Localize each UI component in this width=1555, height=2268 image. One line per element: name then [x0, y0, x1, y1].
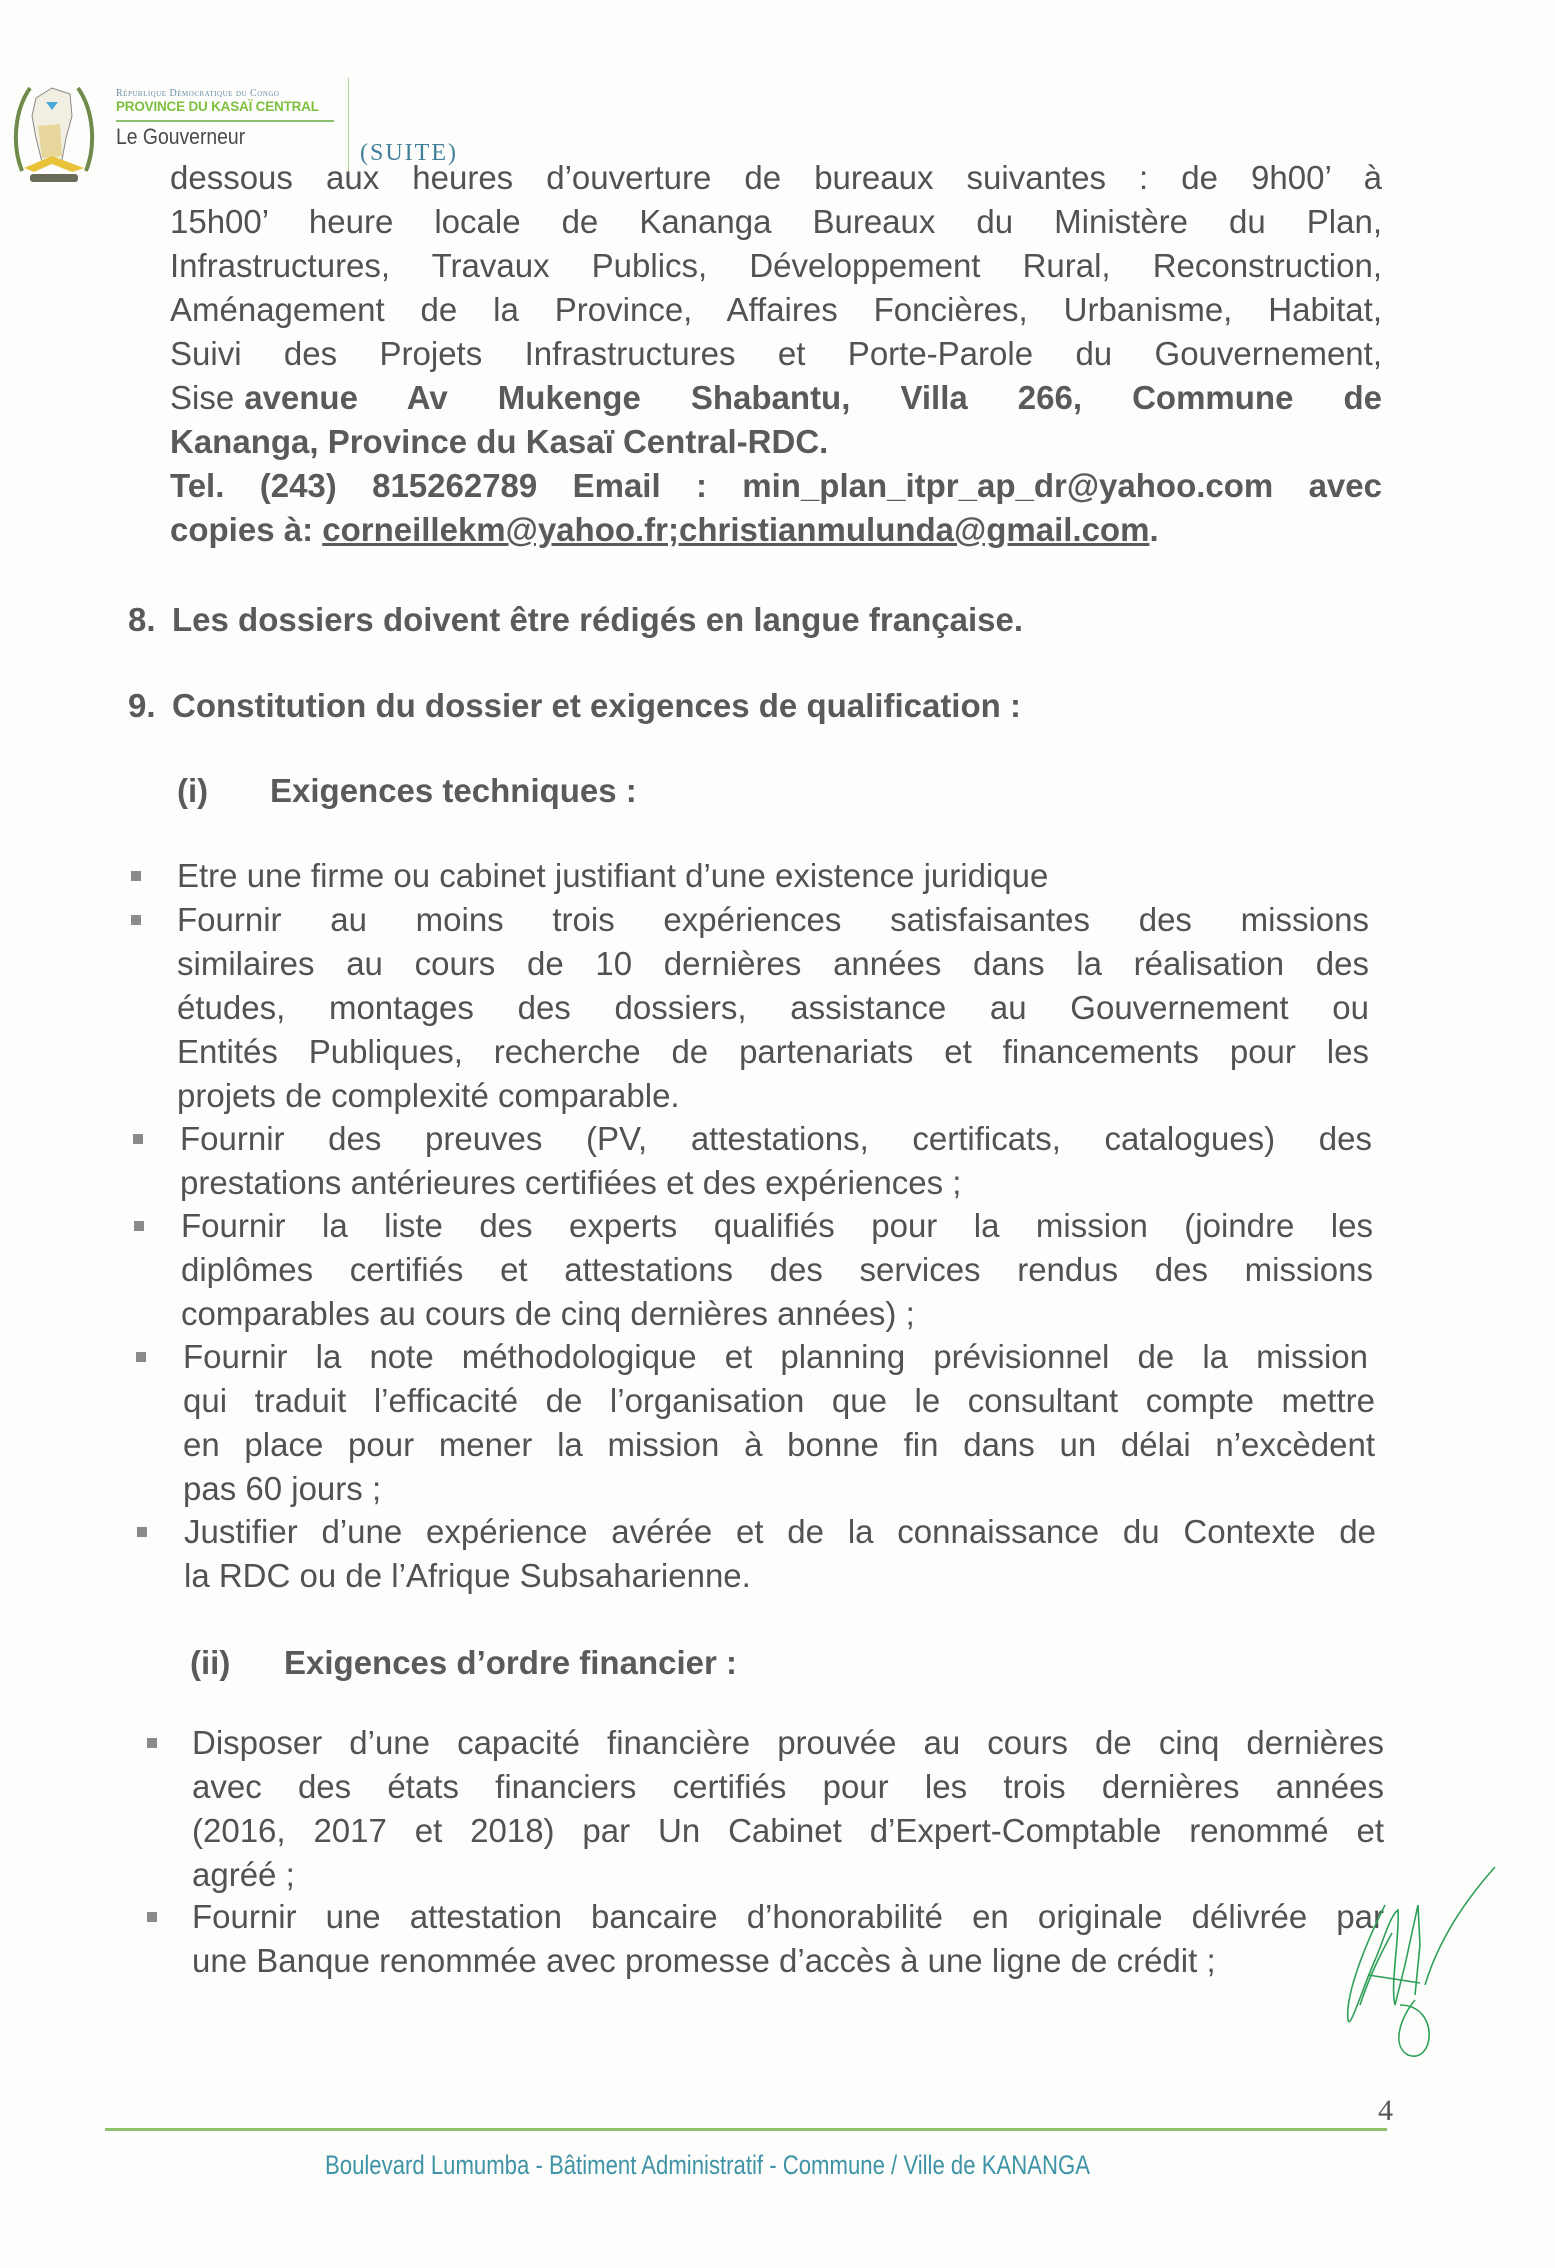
- copies-line: [170, 510, 1159, 550]
- bullet-text: pas 60 jours ;: [183, 1470, 382, 1507]
- section-number: 8.: [128, 601, 156, 638]
- signature-icon: [1320, 1855, 1500, 2070]
- bullet-text: Fournir la note méthodologique et planning prévisionnel de la mission: [183, 1338, 1368, 1375]
- bullet-text: en place pour mener la mission à bonne fin dans un délai n’excèdent: [183, 1426, 1375, 1463]
- address-prefix: Sise: [170, 379, 235, 416]
- bullet-text: Fournir une attestation bancaire d’honorabilité en originale délivrée par: [192, 1898, 1384, 1935]
- intro-line: 15h00’ heure locale de Kananga Bureaux du Ministère du Plan,: [170, 203, 1382, 240]
- bullet-text: Etre une firme ou cabinet justifiant d’une existence juridique: [177, 857, 1049, 894]
- bullet-text: projets de complexité comparable.: [177, 1077, 680, 1114]
- section-number: 9.: [128, 687, 156, 724]
- bullet-text: Fournir des preuves (PV, attestations, certificats, catalogues) des: [180, 1120, 1372, 1157]
- copies-prefix: copies à:: [170, 511, 323, 548]
- address-bold: avenue Av Mukenge Shabantu, Villa 266, Commune de: [244, 379, 1382, 416]
- coat-of-arms-icon: [12, 76, 96, 190]
- contact-line: Tel. (243) 815262789 Email : min_plan_itpr_ap_dr@yahoo.com avec: [170, 467, 1382, 504]
- bullet-text: Fournir au moins trois expériences satisfaisantes des missions: [177, 901, 1369, 938]
- bullet-text: agréé ;: [192, 1856, 295, 1893]
- bullet-text: une Banque renommée avec promesse d’accès à une ligne de crédit ;: [192, 1942, 1216, 1979]
- bullet-icon: [131, 871, 141, 881]
- section-title: Constitution du dossier et exigences de qualification :: [172, 687, 1021, 724]
- bullet-text: Justifier d’une expérience avérée et de la connaissance du Contexte de: [184, 1513, 1376, 1550]
- header-continuation: (SUITE): [360, 140, 458, 166]
- bullet-icon: [134, 1221, 144, 1231]
- intro-line: Suivi des Projets Infrastructures et Porte-Parole du Gouvernement,: [170, 335, 1382, 372]
- address-line: [170, 378, 1382, 418]
- header-republic: République Démocratique du Congo: [116, 88, 280, 99]
- bullet-text: similaires au cours de 10 dernières années dans la réalisation des: [177, 945, 1369, 982]
- footer-address: Boulevard Lumumba - Bâtiment Administratif - Commune / Ville de KANANGA: [325, 2150, 1090, 2180]
- copies-suffix: .: [1149, 511, 1159, 548]
- bullet-text: Entités Publiques, recherche de partenariats et financements pour les: [177, 1033, 1369, 1070]
- subsection-number: (ii): [190, 1644, 231, 1681]
- page-number: 4: [1378, 2094, 1393, 2127]
- intro-line: Aménagement de la Province, Affaires Foncières, Urbanisme, Habitat,: [170, 291, 1382, 328]
- intro-line: dessous aux heures d’ouverture de bureaux suivantes : de 9h00’ à: [170, 159, 1382, 196]
- subsection-title: Exigences d’ordre financier :: [284, 1644, 737, 1681]
- bullet-text: Disposer d’une capacité financière prouvée au cours de cinq dernières: [192, 1724, 1384, 1761]
- header-office: Le Gouverneur: [116, 124, 246, 149]
- bullet-icon: [147, 1738, 157, 1748]
- bullet-text: qui traduit l’efficacité de l’organisation que le consultant compte mettre: [183, 1382, 1375, 1419]
- subsection-number: (i): [177, 772, 209, 809]
- bullet-text: Fournir la liste des experts qualifiés pour la mission (joindre les: [181, 1207, 1373, 1244]
- section-title: Les dossiers doivent être rédigés en langue française.: [172, 601, 1023, 638]
- bullet-text: études, montages des dossiers, assistance au Gouvernement ou: [177, 989, 1369, 1026]
- bullet-text: diplômes certifiés et attestations des services rendus des missions: [181, 1251, 1373, 1288]
- subsection-title: Exigences techniques :: [270, 772, 637, 809]
- bullet-text: comparables au cours de cinq dernières années) ;: [181, 1295, 915, 1332]
- bullet-text: (2016, 2017 et 2018) par Un Cabinet d’Expert-Comptable renommé et: [192, 1812, 1384, 1849]
- bullet-text: prestations antérieures certifiées et des expériences ;: [180, 1164, 962, 1201]
- bullet-icon: [131, 915, 141, 925]
- copies-email-link[interactable]: corneillekm@yahoo.fr;christianmulunda@gmail.com: [322, 511, 1150, 548]
- bullet-icon: [137, 1527, 147, 1537]
- header-divider: [116, 120, 334, 122]
- bullet-text: avec des états financiers certifiés pour les trois dernières années: [192, 1768, 1384, 1805]
- bullet-icon: [133, 1134, 143, 1144]
- header-province: PROVINCE DU KASAÏ CENTRAL: [116, 99, 319, 114]
- intro-line: Infrastructures, Travaux Publics, Développement Rural, Reconstruction,: [170, 247, 1382, 284]
- bullet-icon: [136, 1352, 146, 1362]
- bullet-text: la RDC ou de l’Afrique Subsaharienne.: [184, 1557, 751, 1594]
- footer-divider: [105, 2128, 1387, 2131]
- address-line-2: Kananga, Province du Kasaï Central-RDC.: [170, 423, 829, 460]
- bullet-icon: [147, 1912, 157, 1922]
